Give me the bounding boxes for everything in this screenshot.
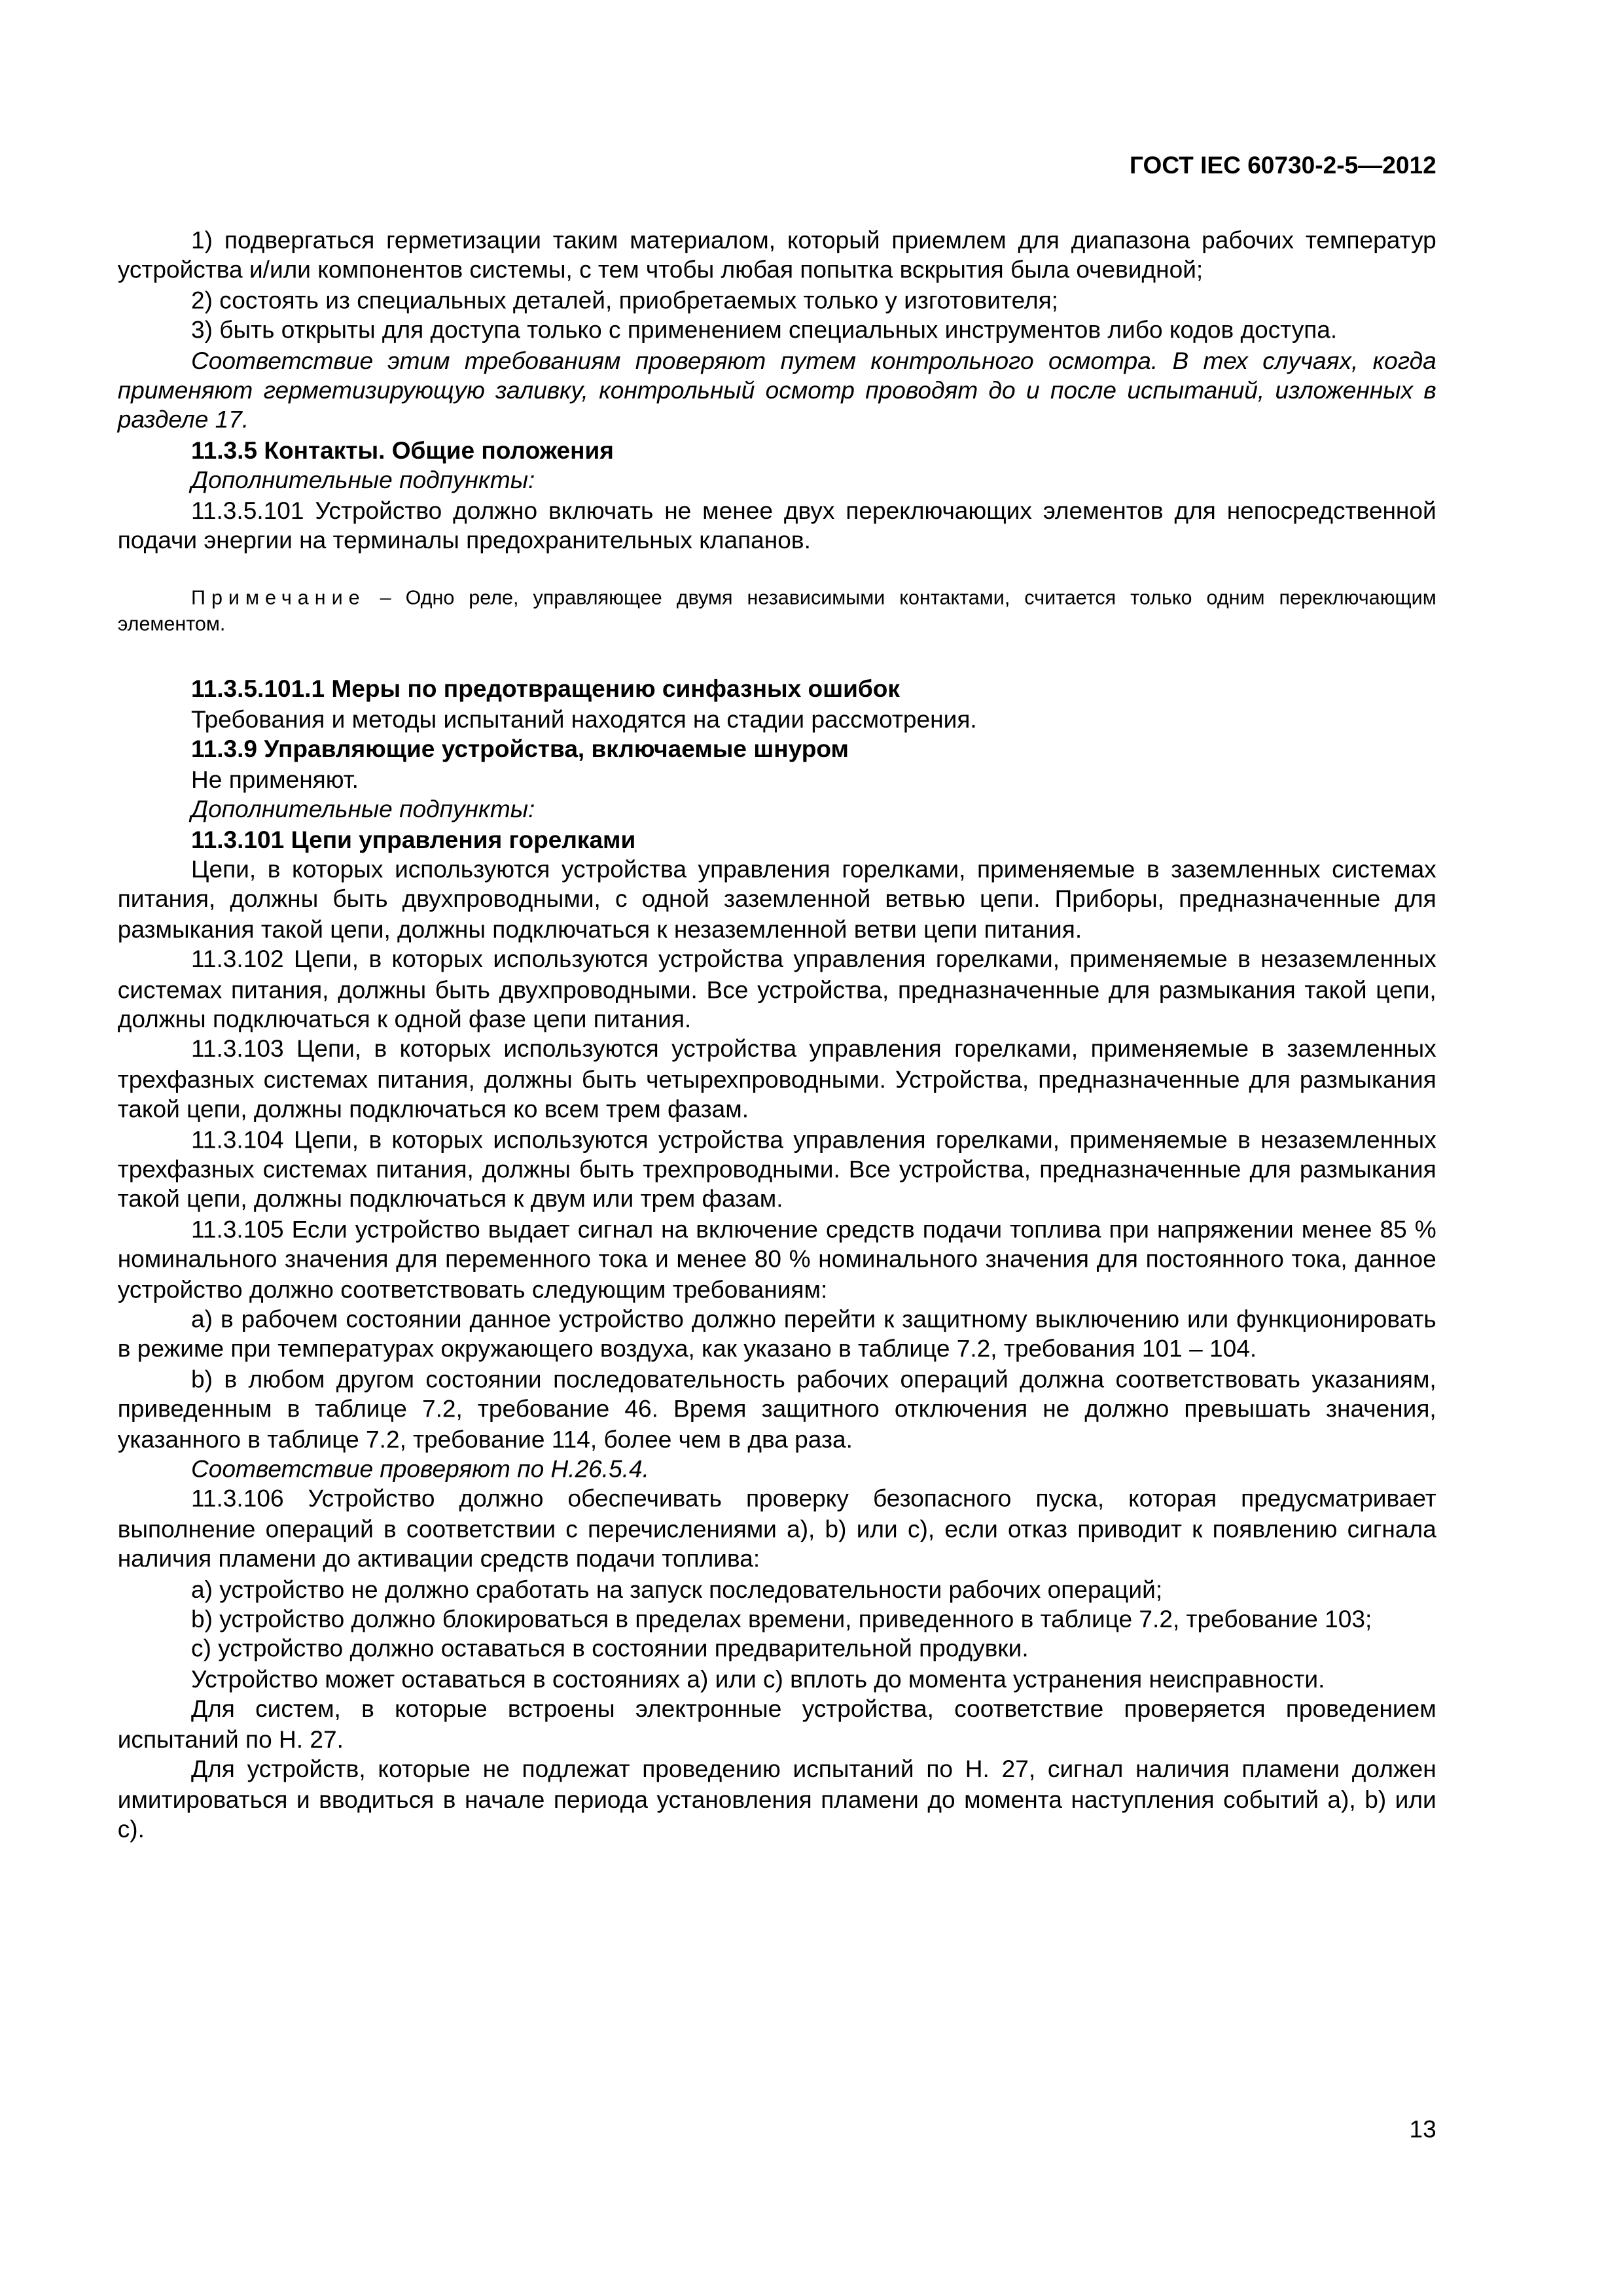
page-number: 13 (1409, 2116, 1436, 2144)
paragraph: 11.3.106 Устройство должно обеспечивать проверку безопасного пуска, которая предусматривает выполнение операций в соответствии с перечислениями а), b) или с), если отказ приводит к появлению сигнала наличия пламени до активации средств подачи топлива: (117, 1487, 1436, 1574)
compliance-note: Соответствие проверяют по Н.26.5.4. (191, 1457, 649, 1483)
section-heading: 11.3.9 Управляющие устройства, включаемые шнуром (191, 737, 849, 764)
paragraph: 11.3.104 Цепи, в которых используются устройства управления горелками, применяемые в незаземленных трехфазных системах питания, должны быть трехпроводными. Все устройства, предназначенные для размыкания такой цепи, должны подключаться к двум или трем фазам. (117, 1127, 1436, 1214)
section-heading: 11.3.5.101.1 Меры по предотвращению синфазных ошибок (191, 677, 900, 703)
paragraph: Не применяют. (191, 766, 359, 794)
paragraph: 11.3.102 Цепи, в которых используются устройства управления горелками, применяемые в незаземленных системах питания, должны быть двухпроводными. Все устройства, предназначенные для размыкания такой цепи, должны подключаться к одной фазе цепи питания. (117, 946, 1436, 1034)
paragraph: Требования и методы испытаний находятся на стадии рассмотрения. (191, 707, 977, 733)
paragraph: 11.3.105 Если устройство выдает сигнал на включение средств подачи топлива при напряжении менее 85 % номинального значения для переменного тока и менее 80 % номинального значения для постоянного тока, данное устройство должно соответствовать следующим требованиям: (117, 1216, 1436, 1303)
paragraph: Для устройств, которые не подлежат проведению испытаний по Н. 27, сигнал наличия пламени должен имитироваться и вводиться в начале периода установления пламени до момента наступления событий а), b) или с). (117, 1756, 1436, 1843)
paragraph: Цепи, в которых используются устройства управления горелками, применяемые в заземленных системах питания, должны быть двухпроводными, с одной заземленной ветвью цепи. Приборы, предназначенные для размыкания такой цепи, должны подключаться к незаземленной ветви цепи питания. (117, 857, 1436, 944)
paragraph: Для систем, в которые встроены электронные устройства, соответствие проверяется проведением испытаний по Н. 27. (117, 1696, 1436, 1754)
paragraph: с) устройство должно оставаться в состоянии предварительной продувки. (191, 1636, 1029, 1663)
paragraph: 1) подвергаться герметизации таким материалом, который приемлем для диапазона рабочих температур устройства и/или компонентов системы, с тем чтобы любая попытка вскрытия была очевидной; (117, 228, 1436, 285)
paragraph: 3) быть открыты для доступа только с применением специальных инструментов либо кодов доступа. (191, 317, 1338, 345)
note-text: – Одно реле, управляющее двумя независимыми контактами, считается только одним переключающим элементом. (117, 587, 1436, 636)
paragraph: 11.3.5.101 Устройство должно включать не менее двух переключающих элементов для непосредственной подачи энергии на терминалы предохранительных клапанов. (117, 497, 1436, 555)
section-heading: 11.3.101 Цепи управления горелками (191, 826, 636, 854)
note (118, 586, 1436, 639)
compliance-note: Соответствие этим требованиям проверяют путем контрольного осмотра. В тех случаях, когда применяют герметизирующую заливку, контрольный осмотр проводят до и после испытаний, изложенных в разделе 17. (117, 347, 1436, 434)
paragraph: а) в рабочем состоянии данное устройство должно перейти к защитному выключению или функционировать в режиме при температурах окружающего воздуха, как указано в таблице 7.2, требования 101 – 104. (117, 1307, 1436, 1364)
subsection-label: Дополнительные подпункты: (191, 467, 535, 495)
paragraph: Устройство может оставаться в состояниях а) или с) вплоть до момента устранения неисправности. (191, 1667, 1325, 1693)
paragraph: b) устройство должно блокироваться в пределах времени, приведенного в таблице 7.2, требование 103; (191, 1606, 1372, 1633)
paragraph: 2) состоять из специальных деталей, приобретаемых только у изготовителя; (191, 287, 1058, 315)
paragraph: b) в любом другом состоянии последовательность рабочих операций должна соответствовать указаниям, приведенным в таблице 7.2, требование 46. Время защитного отключения не должно превышать значения, указанного в таблице 7.2, требование 114, более чем в два раза. (117, 1366, 1436, 1453)
section-heading: 11.3.5 Контакты. Общие положения (191, 438, 614, 465)
subsection-label: Дополнительные подпункты: (191, 796, 535, 824)
note-label: Примечание (191, 587, 366, 610)
paragraph: 11.3.103 Цепи, в которых используются устройства управления горелками, применяемые в заземленных трехфазных системах питания, должны быть четырехпроводными. Устройства, предназначенные для размыкания такой цепи, должны подключаться ко всем трем фазам. (117, 1036, 1436, 1123)
document-header: ГОСТ IEC 60730-2-5—2012 (1129, 152, 1436, 180)
paragraph: а) устройство не должно сработать на запуск последовательности рабочих операций; (191, 1576, 1163, 1604)
document-body (118, 226, 1436, 1845)
